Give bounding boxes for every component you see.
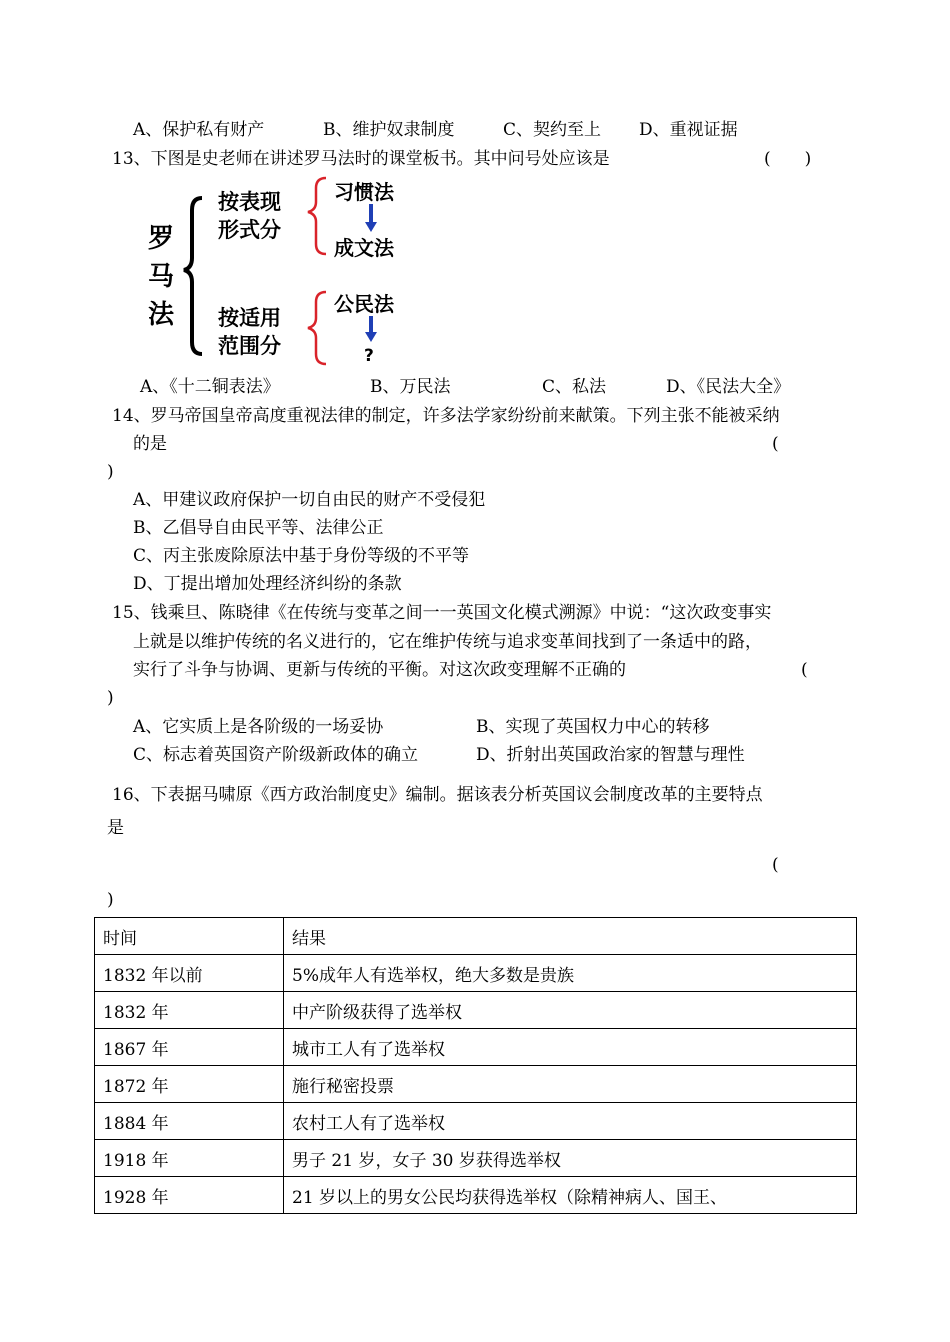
q15-option-c: C、标志着英国资产阶级新政体的确立 bbox=[133, 745, 419, 765]
q15-option-b: B、实现了英国权力中心的转移 bbox=[476, 717, 710, 737]
q16-paren-close: ) bbox=[107, 890, 114, 910]
q14-stem-line2: 的是 bbox=[133, 434, 167, 454]
table-cell-result: 21 岁以上的男女公民均获得选举权（除精神病人、国王、 bbox=[284, 1177, 857, 1214]
table-cell-time: 1928 年 bbox=[95, 1177, 284, 1214]
q15-option-a: A、它实质上是各阶级的一场妥协 bbox=[133, 717, 384, 737]
table-header-result: 结果 bbox=[284, 918, 857, 955]
q16-stem-line2: 是 bbox=[107, 818, 124, 838]
table-cell-result: 农村工人有了选举权 bbox=[284, 1103, 857, 1140]
q15-stem-line1: 15、钱乘旦、陈晓律《在传统与变革之间一一英国文化模式溯源》中说：“这次政变事实 bbox=[112, 603, 772, 623]
q13-option-a: A、《十二铜表法》 bbox=[140, 377, 280, 397]
table-cell-result: 男子 21 岁，女子 30 岁获得选举权 bbox=[284, 1140, 857, 1177]
q14-paren-open: ( bbox=[772, 434, 779, 454]
table-cell-time: 1884 年 bbox=[95, 1103, 284, 1140]
table-cell-result: 城市工人有了选举权 bbox=[284, 1029, 857, 1066]
branch1-brace bbox=[308, 178, 326, 254]
table-cell-time: 1832 年以前 bbox=[95, 955, 284, 992]
table-header-time: 时间 bbox=[95, 918, 284, 955]
table-row bbox=[95, 992, 857, 1029]
q15-paren-open: ( bbox=[801, 660, 808, 680]
table-cell-time: 1867 年 bbox=[95, 1029, 284, 1066]
table-row bbox=[95, 1177, 857, 1214]
roman-law-diagram bbox=[140, 170, 430, 370]
q15-stem-line3: 实行了斗争与协调、更新与传统的平衡。对这次政变理解不正确的 bbox=[133, 660, 626, 680]
q14-stem-line1: 14、罗马帝国皇帝高度重视法律的制定，许多法学家纷纷前来献策。下列主张不能被采纳 bbox=[112, 406, 780, 426]
q14-option-b: B、乙倡导自由民平等、法律公正 bbox=[133, 518, 384, 538]
q15-stem-line2: 上就是以维护传统的名义进行的，它在维护传统与追求变革间找到了一条适中的路， bbox=[133, 632, 762, 652]
arrow-1-head bbox=[365, 222, 377, 232]
q14-option-a: A、甲建议政府保护一切自由民的财产不受侵犯 bbox=[133, 490, 486, 510]
q15-paren-close: ) bbox=[107, 688, 114, 708]
diagram-written-law: 成文法 bbox=[334, 236, 394, 260]
q12-option-d: D、重视证据 bbox=[639, 120, 738, 140]
q12-option-b: B、维护奴隶制度 bbox=[323, 120, 455, 140]
table-row bbox=[95, 955, 857, 992]
q12-option-a: A、保护私有财产 bbox=[133, 120, 265, 140]
arrow-2-head bbox=[365, 332, 377, 342]
q14-option-c: C、丙主张废除原法中基于身份等级的不平等 bbox=[133, 546, 470, 566]
q13-option-d: D、《民法大全》 bbox=[666, 377, 791, 397]
diagram-question-mark: ? bbox=[364, 346, 374, 366]
root-brace bbox=[184, 198, 202, 354]
table-header-row bbox=[95, 918, 857, 955]
branch2-brace bbox=[308, 292, 326, 364]
q14-paren-close: ) bbox=[107, 462, 114, 482]
table-row bbox=[95, 1103, 857, 1140]
table-row bbox=[95, 1029, 857, 1066]
table-cell-time: 1832 年 bbox=[95, 992, 284, 1029]
q13-stem: 13、下图是史老师在讲述罗马法时的课堂板书。其中问号处应该是 bbox=[112, 149, 610, 169]
table-cell-time: 1918 年 bbox=[95, 1140, 284, 1177]
diagram-branch-form: 按表现 形式分 bbox=[218, 190, 281, 242]
q12-option-c: C、契约至上 bbox=[503, 120, 602, 140]
q13-option-c: C、私法 bbox=[542, 377, 607, 397]
diagram-branch-scope: 按适用 范围分 bbox=[218, 306, 281, 358]
q16-stem-line1: 16、下表据马啸原《西方政治制度史》编制。据该表分析英国议会制度改革的主要特点 bbox=[112, 785, 763, 805]
diagram-civil-law: 公民法 bbox=[334, 292, 394, 316]
q15-option-d: D、折射出英国政治家的智慧与理性 bbox=[476, 745, 745, 765]
diagram-customary-law: 习惯法 bbox=[334, 180, 394, 204]
table-cell-result: 施行秘密投票 bbox=[284, 1066, 857, 1103]
table-row bbox=[95, 1066, 857, 1103]
table-cell-result: 中产阶级获得了选举权 bbox=[284, 992, 857, 1029]
table-row bbox=[95, 1140, 857, 1177]
table-cell-result: 5%成年人有选举权，绝大多数是贵族 bbox=[284, 955, 857, 992]
q13-option-b: B、万民法 bbox=[370, 377, 451, 397]
q13-answer-paren: ( ) bbox=[764, 149, 812, 169]
q16-paren-open: ( bbox=[772, 855, 779, 875]
q14-option-d: D、丁提出增加处理经济纠纷的条款 bbox=[133, 574, 402, 594]
diagram-root: 罗 马 法 bbox=[148, 224, 175, 330]
suffrage-table bbox=[94, 917, 857, 1214]
table-cell-time: 1872 年 bbox=[95, 1066, 284, 1103]
